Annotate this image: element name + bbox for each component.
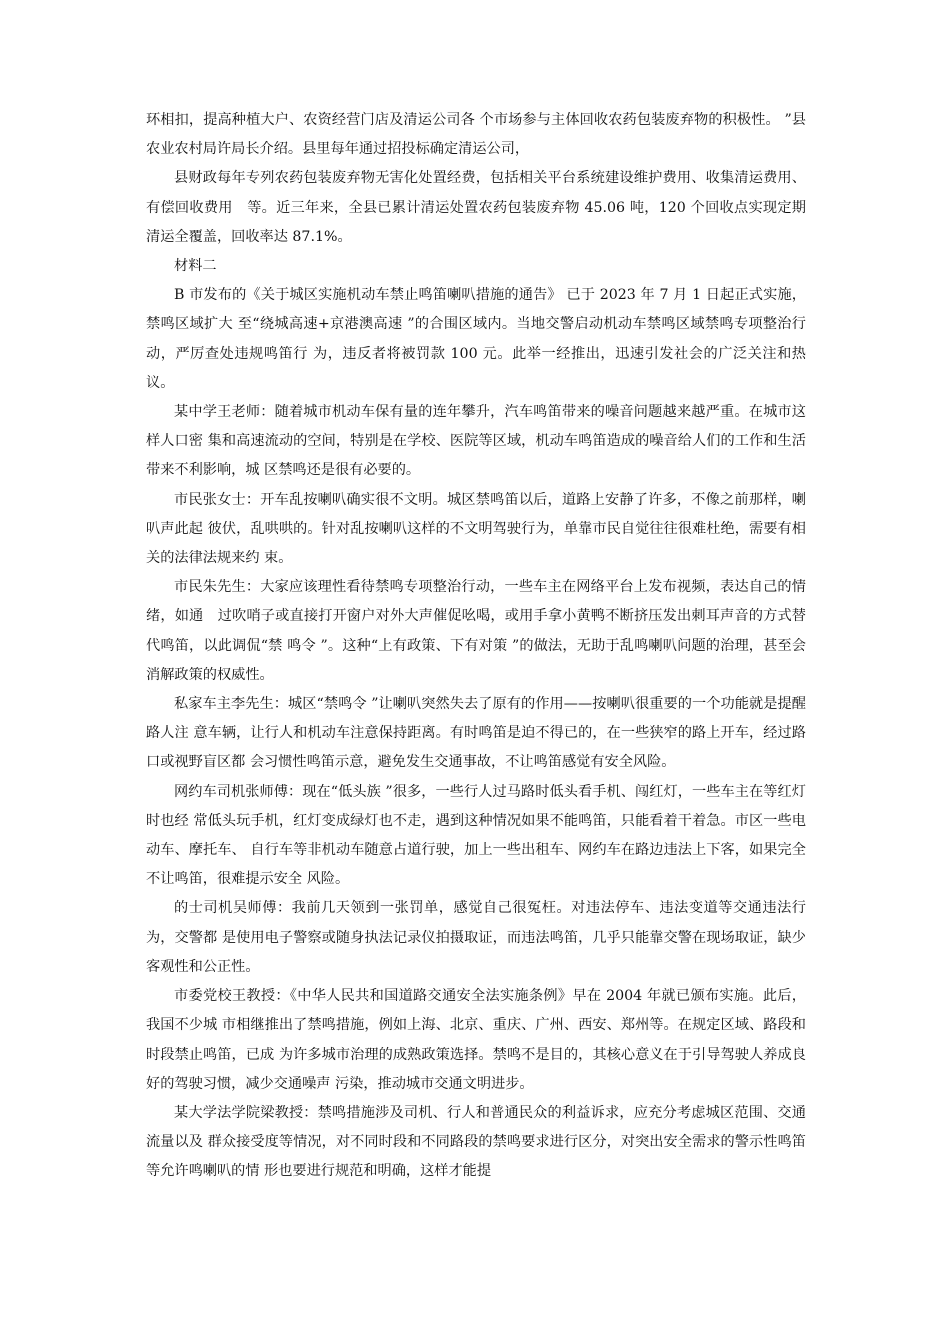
paragraph-driver-wu: 的士司机吴师傅：我前几天领到一张罚单，感觉自己很冤枉。对违法停车、违法变道等交通违法行为，交警都 是使用电子警察或随身执法记录仪拍摄取证，而违法鸣笛，几乎只能靠交警在现场取证，缺少客观性和公正性。 [146, 900, 806, 975]
paragraph-notice: B 市发布的《关于城区实施机动车禁止鸣笛喇叭措施的通告》 已于 2023 年 7 月 1 日起正式实施，禁鸣区域扩大 至“绕城高速+京港澳高速 ”的合围区域内。当地交警启动机动车禁鸣区域禁鸣专项整治行动，严厉查处违规鸣笛行 为，违反者将被罚款 100 元。此举一经推出，迅速引发社会的广泛关注和热议。 [146, 287, 806, 391]
paragraph-mr-li: 私家车主李先生：城区“禁鸣令 ”让喇叭突然失去了原有的作用——按喇叭很重要的一个功能就是提醒路人注 意车辆，让行人和机动车注意保持距离。有时鸣笛是迫不得已的，在一些狭窄的路上开车，经过路口或视野盲区都 会习惯性鸣笛示意，避免发生交通事故，不让鸣笛感觉有安全风险。 [146, 696, 806, 771]
paragraph-1: 环相扣，提高种植大户、农资经营门店及清运公司各 个市场参与主体回收农药包装废弃物的积极性。 ”县农业农村局许局长介绍。县里每年通过招投标确定清运公司， [146, 112, 806, 158]
paragraph-mr-zhu: 市民朱先生：大家应该理性看待禁鸣专项整治行动，一些车主在网络平台上发布视频，表达自己的情绪，如通 过吹哨子或直接打开窗户对外大声催促吆喝，或用手拿小黄鸭不断挤压发出刺耳声音的方式替代鸣笛，以此调侃“禁 鸣令 ”。这种“上有政策、下有对策 ”的做法，无助于乱鸣喇叭问题的治理，甚至会消解政策的权威性。 [146, 579, 806, 683]
paragraph-driver-zhang: 网约车司机张师傅：现在“低头族 ”很多，一些行人过马路时低头看手机、闯红灯，一些车主在等红灯时也经 常低头玩手机，红灯变成绿灯也不走，遇到这种情况如果不能鸣笛，只能看着干着急。市区一些电动车、摩托车、 自行车等非机动车随意占道行驶，加上一些出租车、网约车在路边违法上下客，如果完全不让鸣笛，很难提示安全 风险。 [146, 783, 806, 888]
paragraph-2: 县财政每年专列农药包装废弃物无害化处置经费，包括相关平台系统建设维护费用、收集清运费用、有偿回收费用 等。近三年来，全县已累计清运处置农药包装废弃物 45.06 吨，120 个回收点实现定期清运全覆盖，回收率达 87.1%。 [146, 170, 806, 245]
paragraph-professor-liang: 某大学法学院梁教授：禁鸣措施涉及司机、行人和普通民众的利益诉求，应充分考虑城区范围、交通流量以及 群众接受度等情况，对不同时段和不同路段的禁鸣要求进行区分，对突出安全需求的警示性鸣笛等允许鸣喇叭的情 形也要进行规范和明确，这样才能提 [146, 1104, 806, 1180]
paragraph-ms-zhang: 市民张女士：开车乱按喇叭确实很不文明。城区禁鸣笛以后，道路上安静了许多，不像之前那样，喇叭声此起 彼伏，乱哄哄的。针对乱按喇叭这样的不文明驾驶行为，单靠市民自觉往往很难杜绝，需要有相关的法律法规来约 束。 [146, 491, 806, 567]
paragraph-professor-wang: 市委党校王教授：《中华人民共和国道路交通安全法实施条例》早在 2004 年就已颁布实施。此后，我国不少城 市相继推出了禁鸣措施，例如上海、北京、重庆、广州、西安、郑州等。在规定区域、路段和时段禁止鸣笛，已成 为许多城市治理的成熟政策选择。禁鸣不是目的，其核心意义在于引导驾驶人养成良好的驾驶习惯，减少交通噪声 污染，推动城市交通文明进步。 [146, 988, 806, 1092]
section-heading-material-two: 材料二 [174, 258, 217, 275]
document-page [146, 106, 806, 1187]
paragraph-teacher-wang: 某中学王老师：随着城市机动车保有量的连年攀升，汽车鸣笛带来的噪音问题越来越严重。在城市这样人口密 集和高速流动的空间，特别是在学校、医院等区域，机动车鸣笛造成的噪音给人们的工作和生活带来不利影响，城 区禁鸣还是很有必要的。 [146, 404, 806, 479]
